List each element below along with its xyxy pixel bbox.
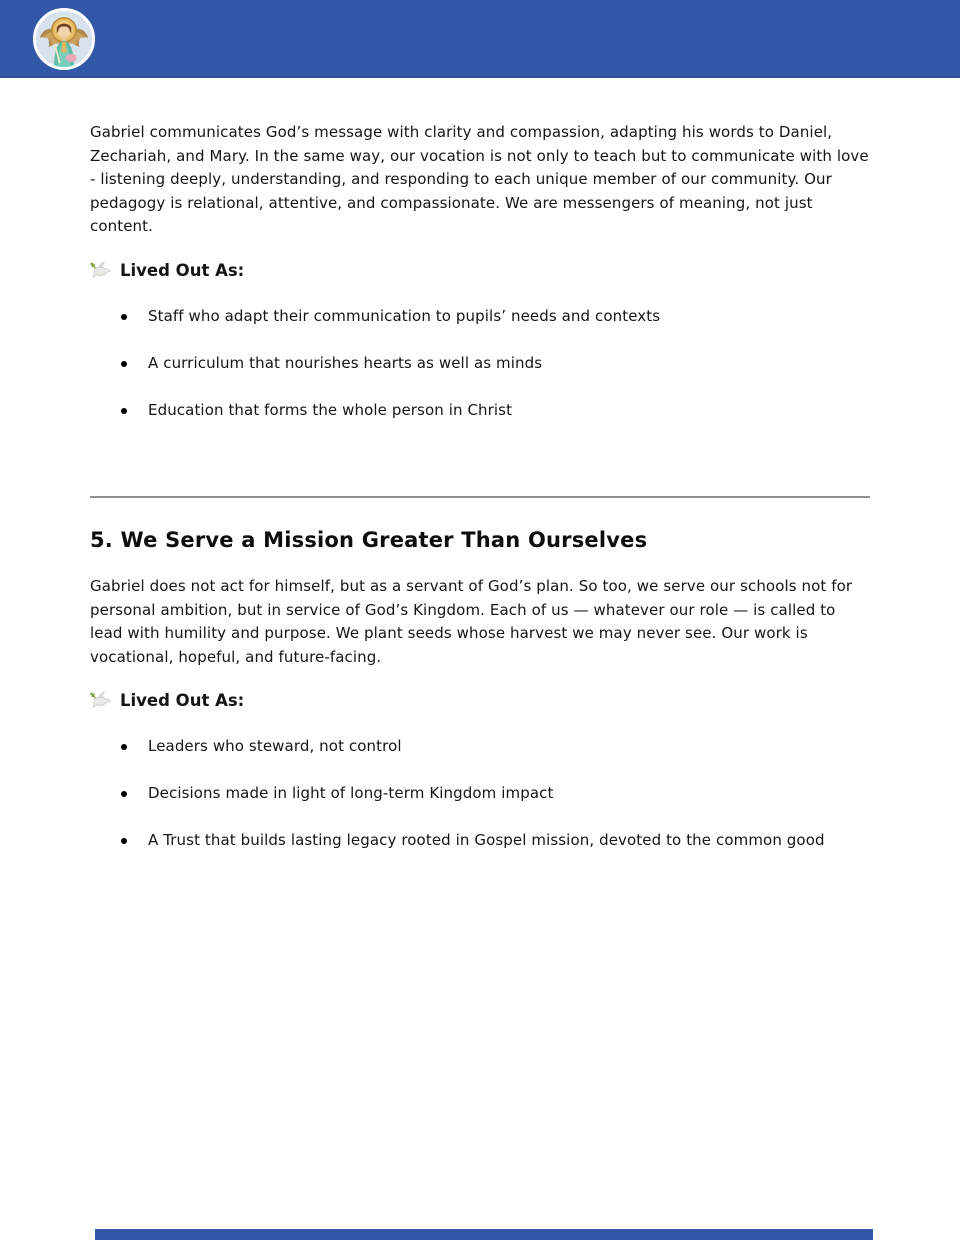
list-item: Staff who adapt their communication to pupils’ needs and contexts bbox=[148, 305, 870, 329]
archangel-gabriel-logo bbox=[33, 8, 95, 70]
dove-icon bbox=[90, 261, 111, 281]
lived-out-heading bbox=[90, 690, 870, 712]
bullet-list bbox=[90, 735, 870, 853]
list-item: Decisions made in light of long-term Kingdom impact bbox=[148, 782, 870, 806]
header-band bbox=[0, 0, 960, 78]
document-body bbox=[0, 78, 960, 853]
section-heading: 5. We Serve a Mission Greater Than Ourselves bbox=[90, 528, 648, 552]
lived-out-label: Lived Out As: bbox=[120, 260, 245, 280]
body-paragraph: Gabriel communicates God’s message with clarity and compassion, adapting his words to Daniel, Zechariah, and Mary. In the same way, our vocation is not only to teach but to communicate with love - listening deeply, understanding, and responding to each unique member of our community. Our pedagogy is relational, attentive, and compassionate. We are messengers of meaning, not just content. bbox=[90, 123, 869, 235]
lived-out-label: Lived Out As: bbox=[120, 691, 245, 710]
list-item: A curriculum that nourishes hearts as well as minds bbox=[148, 352, 870, 376]
dove-icon bbox=[90, 691, 111, 711]
archangel-gabriel-icon bbox=[36, 11, 92, 67]
list-item: Leaders who steward, not control bbox=[148, 735, 870, 759]
section-divider bbox=[90, 496, 870, 498]
body-paragraph: Gabriel does not act for himself, but as a servant of God’s plan. So too, we serve our schools not for personal ambition, but in service of God’s Kingdom. Each of us — whatever our role — is called to lead with humility and purpose. We plant seeds whose harvest we may never see. Our work is vocational, hopeful, and future-facing. bbox=[90, 577, 853, 666]
list-item: A Trust that builds lasting legacy rooted in Gospel mission, devoted to the common good bbox=[148, 829, 870, 853]
lived-out-heading bbox=[90, 260, 870, 282]
footer-band bbox=[95, 1229, 873, 1240]
bullet-list bbox=[90, 305, 870, 423]
list-item: Education that forms the whole person in Christ bbox=[148, 399, 870, 423]
